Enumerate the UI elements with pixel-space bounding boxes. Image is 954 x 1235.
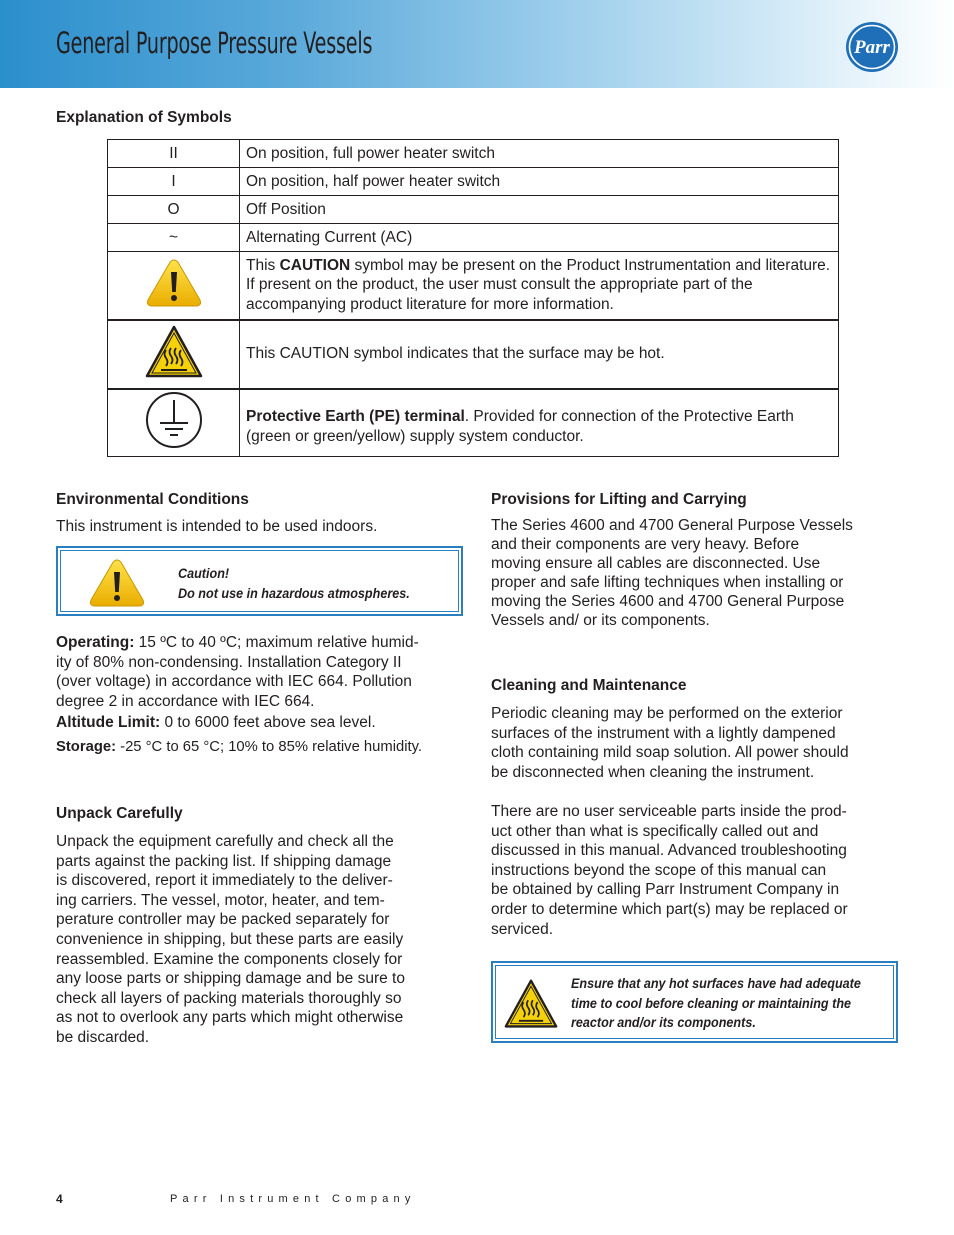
lifting-heading: Provisions for Lifting and Carrying <box>491 491 747 508</box>
hot-surface-notice-inner <box>495 965 894 1039</box>
table-row <box>108 252 839 320</box>
footer-company: Parr Instrument Company <box>170 1193 416 1205</box>
caution-notice <box>56 546 463 616</box>
altitude-limit: Altitude Limit: 0 to 6000 feet above sea level. <box>56 714 376 731</box>
caution-notice-text <box>178 564 410 603</box>
caution-title: Caution! <box>178 565 230 581</box>
symbol-description: Alternating Current (AC) <box>240 224 839 252</box>
operating-conditions: Operating: 15 ºC to 40 ºC; maximum relative humid- ity of 80% non-condensing. Installation Category II (over voltage) in accordance with IEC 664. Pollution degree 2 in accordance with IEC 664. <box>56 634 419 710</box>
table-row <box>108 168 839 196</box>
symbol-cell: O <box>108 196 240 224</box>
page-title: General Purpose Pressure Vessels <box>56 26 373 60</box>
symbol-description: This CAUTION symbol indicates that the surface may be hot. <box>240 320 839 389</box>
unpack-heading: Unpack Carefully <box>56 805 183 822</box>
symbol-description: On position, half power heater switch <box>240 168 839 196</box>
cleaning-paragraph-2: There are no user serviceable parts inside the prod- uct other than what is specifically called out and discussed in this manual. Advanced troubleshooting instructions beyond the scope of this manual can be obtained by calling Parr Instrument Company in order to determine which part(s) may be replaced or serviced. <box>491 803 848 938</box>
symbol-cell: II <box>108 140 240 168</box>
environmental-heading: Environmental Conditions <box>56 491 249 508</box>
table-row <box>108 320 839 389</box>
symbol-cell <box>108 252 240 320</box>
caution-exclamation-icon <box>144 256 204 310</box>
table-row <box>108 389 839 457</box>
page-header <box>0 0 954 88</box>
table-row <box>108 140 839 168</box>
symbol-description: Protective Earth (PE) terminal. Provided for connection of the Protective Earth (green or green/yellow) supply system conductor. <box>240 389 839 457</box>
hot-surface-notice-text: Ensure that any hot surfaces have had adequate time to cool before cleaning or maintaining the reactor and/or its components. <box>571 975 861 1031</box>
parr-logo <box>843 19 901 75</box>
hot-surface-icon <box>503 976 559 1032</box>
unpack-paragraph: Unpack the equipment carefully and check all the parts against the packing list. If shipping damage is discovered, report it immediately to the deliver- ing carriers. The vessel, motor, heater, and tem- perature controller may be packed separately for convenience in shipping, but these parts are easily reassembled. Examine the components closely for any loose parts or shipping damage and be sure to check all layers of packing materials thoroughly so as not to overlook any parts which might otherwise be discarded. <box>56 833 405 1046</box>
symbol-cell: ~ <box>108 224 240 252</box>
symbol-description: On position, full power heater switch <box>240 140 839 168</box>
symbols-table <box>107 139 839 457</box>
symbol-cell <box>108 389 240 457</box>
caution-exclamation-icon <box>87 556 147 610</box>
hot-surface-notice <box>491 961 898 1043</box>
page-number: 4 <box>56 1192 63 1206</box>
caution-notice-inner <box>60 550 459 612</box>
symbol-description: Off Position <box>240 196 839 224</box>
table-row <box>108 224 839 252</box>
protective-earth-icon <box>144 390 204 450</box>
cleaning-heading: Cleaning and Maintenance <box>491 677 687 694</box>
environmental-intro: This instrument is intended to be used indoors. <box>56 518 378 535</box>
symbol-cell <box>108 320 240 389</box>
symbol-description: This CAUTION symbol may be present on the Product Instrumentation and literature. If present on the product, the user must consult the appropriate part of the accompanying product literature for more information. <box>240 252 839 320</box>
caution-message: Do not use in hazardous atmospheres. <box>178 584 410 601</box>
logo-text: Parr <box>854 37 890 58</box>
hot-surface-icon <box>144 324 204 380</box>
cleaning-paragraph-1: Periodic cleaning may be performed on the exterior surfaces of the instrument with a lightly dampened cloth containing mild soap solution. All power should be disconnected when cleaning the instrument. <box>491 705 849 781</box>
storage-conditions: Storage: -25 °C to 65 °C; 10% to 85% relative humidity. <box>56 739 423 755</box>
lifting-paragraph: The Series 4600 and 4700 General Purpose Vessels and their components are very heavy. Before moving ensure all cables are disconnected. Use proper and safe lifting techniques when installing or moving the Series 4600 and 4700 General Purpose Vessels and/ or its components. <box>491 517 853 629</box>
symbol-cell: I <box>108 168 240 196</box>
symbols-heading: Explanation of Symbols <box>56 109 232 126</box>
table-row <box>108 196 839 224</box>
